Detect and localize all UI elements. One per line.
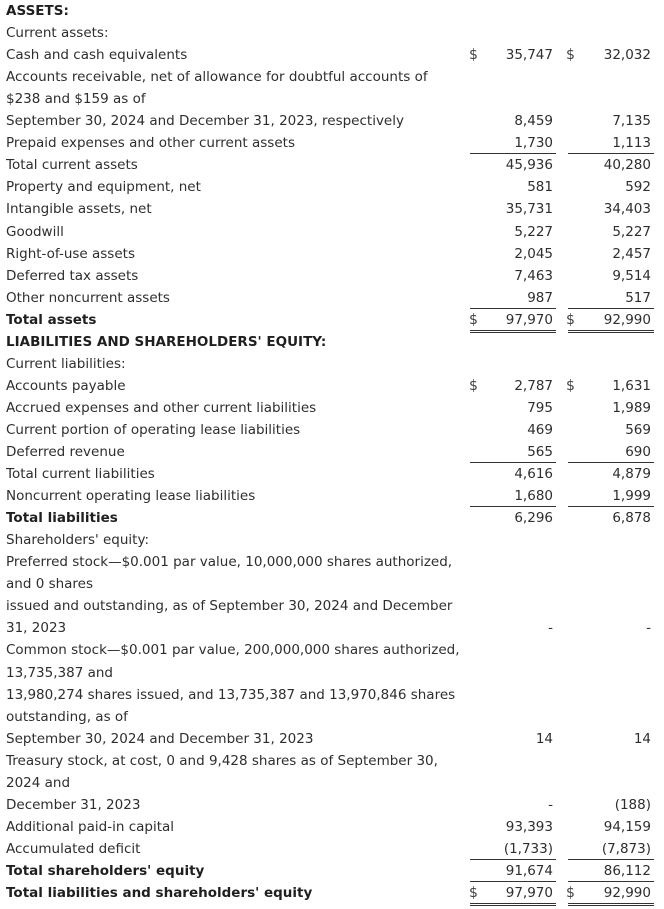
value-sep-30-2024: 97,970 [505, 311, 553, 328]
value-sep-30-2024: 987 [527, 289, 553, 306]
row-label: Total liabilities [6, 510, 118, 527]
value-dec-31-2023: 40,280 [603, 157, 651, 174]
currency-symbol-2023: $ [566, 47, 575, 64]
row-label: Accrued expenses and other current liabilities [6, 399, 317, 416]
row-label: Additional paid-in capital [6, 818, 175, 835]
value-dec-31-2023: 5,227 [612, 223, 651, 240]
table-row [0, 639, 664, 661]
row-label: Accounts receivable, net of allowance for doubtful accounts of [6, 69, 428, 86]
total-double-rule [470, 903, 556, 906]
table-row [0, 265, 664, 287]
value-dec-31-2023: 7,135 [612, 113, 651, 130]
value-sep-30-2024: 1,730 [514, 135, 553, 152]
row-label: Treasury stock, at cost, 0 and 9,428 shares as of September 30, [6, 752, 438, 769]
row-label: Other noncurrent assets [6, 289, 170, 306]
table-row [0, 595, 664, 617]
value-dec-31-2023: 690 [625, 444, 651, 460]
table-row [0, 684, 664, 706]
row-label: Total shareholders' equity [6, 862, 205, 879]
value-dec-31-2023: 94,159 [603, 818, 651, 835]
value-sep-30-2024: 93,393 [505, 818, 553, 835]
row-label: 2024 and [6, 774, 71, 791]
table-row [0, 728, 664, 750]
value-sep-30-2024: 4,616 [514, 466, 553, 483]
row-label: Right-of-use assets [6, 245, 135, 262]
row-label: Common stock—$0.001 par value, 200,000,000 shares authorized, [6, 642, 460, 659]
table-row [0, 66, 664, 88]
row-label: December 31, 2023 [6, 796, 141, 813]
table-row [0, 44, 664, 66]
table-row [0, 287, 664, 309]
value-dec-31-2023: 592 [625, 179, 651, 196]
value-dec-31-2023: (188) [614, 796, 651, 813]
value-dec-31-2023: 14 [633, 730, 651, 747]
row-label: September 30, 2024 and December 31, 2023 [6, 730, 314, 747]
value-dec-31-2023: 4,879 [612, 466, 651, 483]
row-label: LIABILITIES AND SHAREHOLDERS' EQUITY: [6, 333, 327, 350]
table-row [0, 375, 664, 397]
table-row [0, 794, 664, 816]
table-row [0, 419, 664, 441]
row-label: ASSETS: [6, 3, 69, 19]
table-row [0, 88, 664, 110]
row-label: Total assets [6, 311, 97, 328]
value-sep-30-2024: 7,463 [514, 267, 553, 284]
row-label: 13,735,387 and [6, 664, 113, 681]
table-row [0, 860, 664, 882]
value-dec-31-2023: 1,113 [612, 135, 651, 152]
value-dec-31-2023: 569 [625, 421, 651, 438]
table-row [0, 176, 664, 198]
value-dec-31-2023: 34,403 [603, 201, 651, 218]
row-label: Shareholders' equity: [6, 532, 150, 549]
table-row [0, 662, 664, 684]
table-row [0, 573, 664, 595]
value-dec-31-2023: 9,514 [612, 267, 651, 284]
value-sep-30-2024: 45,936 [505, 157, 553, 174]
table-row [0, 441, 664, 463]
value-sep-30-2024: 6,296 [514, 510, 553, 527]
row-label: Total current liabilities [6, 466, 155, 483]
table-row [0, 529, 664, 551]
table-row [0, 485, 664, 507]
row-label: Deferred revenue [6, 444, 125, 460]
value-sep-30-2024: 469 [527, 421, 553, 438]
value-sep-30-2024: 14 [535, 730, 553, 747]
row-label: Current assets: [6, 25, 109, 42]
value-sep-30-2024: 91,674 [505, 862, 553, 879]
value-dec-31-2023: 92,990 [603, 885, 651, 901]
table-row [0, 243, 664, 265]
value-sep-30-2024: 565 [527, 444, 553, 460]
value-sep-30-2024: - [548, 796, 553, 813]
row-label: Accounts payable [6, 377, 126, 394]
currency-symbol-2024: $ [469, 311, 478, 328]
row-label: Total current assets [6, 157, 138, 174]
value-sep-30-2024: 2,045 [514, 245, 553, 262]
value-dec-31-2023: 517 [625, 289, 651, 306]
row-label: September 30, 2024 and December 31, 2023, respectively [6, 113, 404, 130]
row-label: Noncurrent operating lease liabilities [6, 488, 256, 505]
table-row [0, 132, 664, 154]
table-row [0, 838, 664, 860]
row-label: outstanding, as of [6, 708, 128, 725]
row-label: issued and outstanding, as of September 30, 2024 and December [6, 598, 453, 615]
row-label: Intangible assets, net [6, 201, 152, 218]
value-dec-31-2023: 6,878 [612, 510, 651, 527]
value-dec-31-2023: - [646, 620, 651, 637]
row-label: $238 and $159 as of [6, 91, 146, 108]
value-sep-30-2024: 35,747 [505, 47, 553, 64]
row-label: and 0 shares [6, 576, 94, 593]
table-row [0, 551, 664, 573]
table-row [0, 0, 664, 22]
value-dec-31-2023: 32,032 [603, 47, 651, 64]
row-label: Cash and cash equivalents [6, 47, 188, 64]
currency-symbol-2023: $ [566, 377, 575, 394]
currency-symbol-2023: $ [566, 311, 575, 328]
value-dec-31-2023: (7,873) [601, 840, 651, 857]
table-row [0, 463, 664, 485]
table-row [0, 750, 664, 772]
row-label: Prepaid expenses and other current assets [6, 135, 295, 152]
table-row [0, 617, 664, 639]
value-sep-30-2024: 35,731 [505, 201, 553, 218]
value-sep-30-2024: 8,459 [514, 113, 553, 130]
value-sep-30-2024: 97,970 [505, 885, 553, 901]
table-row [0, 110, 664, 132]
value-sep-30-2024: 1,680 [514, 488, 553, 505]
value-sep-30-2024: 581 [527, 179, 553, 196]
table-row [0, 882, 664, 904]
row-label: Current liabilities: [6, 355, 126, 372]
currency-symbol-2024: $ [469, 885, 478, 901]
row-label: Total liabilities and shareholders' equity [6, 885, 313, 901]
table-row [0, 221, 664, 243]
value-dec-31-2023: 1,631 [612, 377, 651, 394]
value-dec-31-2023: 1,999 [612, 488, 651, 505]
currency-symbol-2024: $ [469, 377, 478, 394]
value-sep-30-2024: 2,787 [514, 377, 553, 394]
currency-symbol-2024: $ [469, 47, 478, 64]
row-label: Preferred stock—$0.001 par value, 10,000,000 shares authorized, [6, 554, 453, 571]
value-dec-31-2023: 1,989 [612, 399, 651, 416]
value-dec-31-2023: 2,457 [612, 245, 651, 262]
total-double-rule [568, 903, 654, 906]
table-row [0, 706, 664, 728]
value-dec-31-2023: 92,990 [603, 311, 651, 328]
table-row [0, 816, 664, 838]
table-row [0, 331, 664, 353]
value-sep-30-2024: 5,227 [514, 223, 553, 240]
table-row [0, 309, 664, 331]
value-sep-30-2024: 795 [527, 399, 553, 416]
value-sep-30-2024: (1,733) [503, 840, 553, 857]
table-row [0, 154, 664, 176]
row-label: 31, 2023 [6, 620, 67, 637]
table-row [0, 772, 664, 794]
table-row [0, 353, 664, 375]
table-row [0, 198, 664, 220]
row-label: Deferred tax assets [6, 267, 139, 284]
row-label: Property and equipment, net [6, 179, 201, 196]
currency-symbol-2023: $ [566, 885, 575, 901]
row-label: Current portion of operating lease liabilities [6, 421, 301, 438]
value-sep-30-2024: - [548, 620, 553, 637]
table-row [0, 397, 664, 419]
table-row [0, 22, 664, 44]
row-label: 13,980,274 shares issued, and 13,735,387 and 13,970,846 shares [6, 686, 456, 703]
table-row [0, 507, 664, 529]
row-label: Goodwill [6, 223, 64, 240]
value-dec-31-2023: 86,112 [603, 862, 651, 879]
row-label: Accumulated deficit [6, 840, 141, 857]
